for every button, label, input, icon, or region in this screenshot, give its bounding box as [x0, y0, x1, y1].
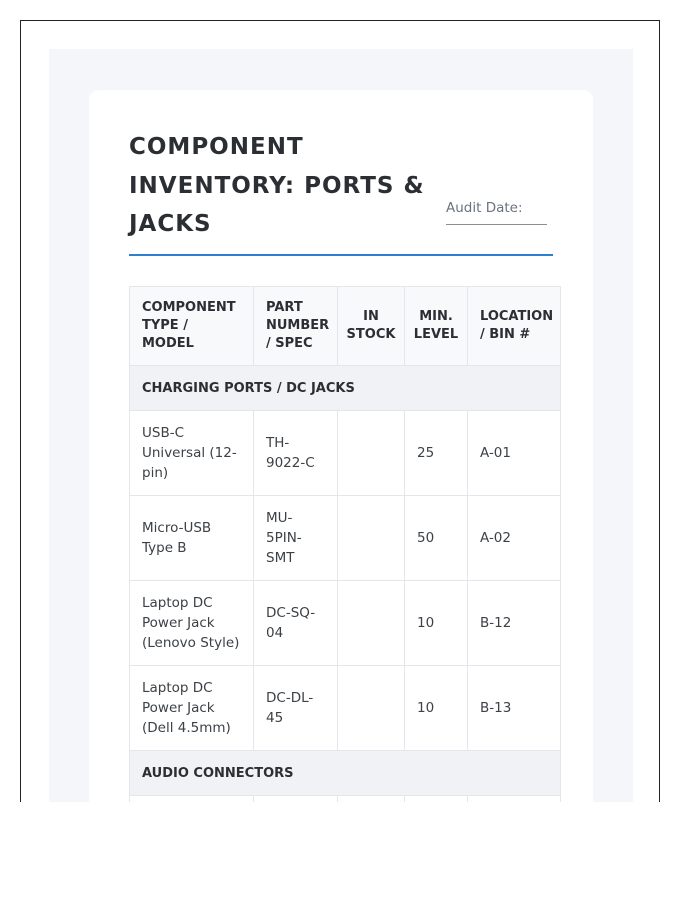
cell-min: 50	[405, 496, 468, 581]
column-header-stock: IN STOCK	[338, 287, 405, 366]
column-header-model: COMPONENT TYPE / MODEL	[130, 287, 254, 366]
inventory-table	[129, 286, 561, 802]
cell-model: Laptop DC Power Jack (Dell 4.5mm)	[130, 666, 254, 751]
audit-date-label: Audit Date:	[446, 200, 523, 216]
table-row	[130, 581, 561, 666]
table-row	[130, 496, 561, 581]
cell-part: TH-9022-C	[254, 411, 338, 496]
cell-part	[254, 796, 338, 803]
section-title: AUDIO CONNECTORS	[130, 751, 561, 796]
column-header-min: MIN. LEVEL	[405, 287, 468, 366]
cell-min: 10	[405, 581, 468, 666]
cell-stock[interactable]	[338, 666, 405, 751]
cell-model: Laptop DC Power Jack (Lenovo Style)	[130, 581, 254, 666]
cell-min: 10	[405, 666, 468, 751]
cell-part: MU-5PIN-SMT	[254, 496, 338, 581]
document-header	[129, 128, 553, 256]
table-row	[130, 411, 561, 496]
cell-part: DC-DL-45	[254, 666, 338, 751]
table-row	[130, 796, 561, 803]
table-header-row	[130, 287, 561, 366]
cell-bin: A-02	[468, 496, 561, 581]
cell-bin: B-13	[468, 666, 561, 751]
cell-bin	[468, 796, 561, 803]
cell-min	[405, 796, 468, 803]
inventory-card	[89, 90, 593, 802]
cell-model: USB-C Universal (12-pin)	[130, 411, 254, 496]
column-header-bin: LOCATION / BIN #	[468, 287, 561, 366]
column-header-part: PART NUMBER / SPEC	[254, 287, 338, 366]
section-title: CHARGING PORTS / DC JACKS	[130, 366, 561, 411]
cell-model	[130, 796, 254, 803]
page-title: COMPONENT INVENTORY: PORTS & JACKS	[129, 134, 425, 237]
cell-model: Micro-USB Type B	[130, 496, 254, 581]
page-background	[49, 49, 633, 802]
cell-stock[interactable]	[338, 411, 405, 496]
section-row	[130, 751, 561, 796]
audit-date-field[interactable]	[446, 224, 547, 225]
cell-bin: A-01	[468, 411, 561, 496]
cell-stock[interactable]	[338, 796, 405, 803]
cell-bin: B-12	[468, 581, 561, 666]
cell-stock[interactable]	[338, 581, 405, 666]
cell-stock[interactable]	[338, 496, 405, 581]
table-row	[130, 666, 561, 751]
document-frame	[20, 20, 660, 802]
cell-min: 25	[405, 411, 468, 496]
cell-part: DC-SQ-04	[254, 581, 338, 666]
section-row	[130, 366, 561, 411]
